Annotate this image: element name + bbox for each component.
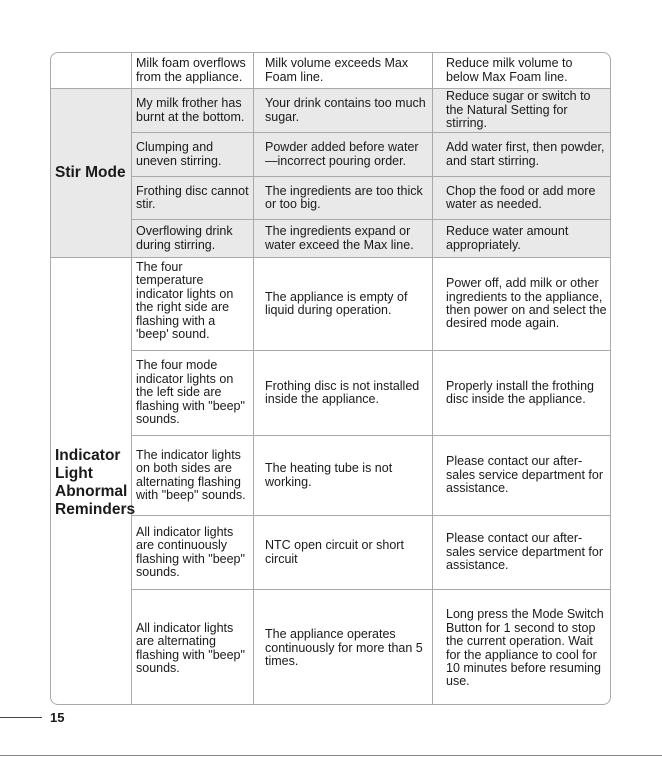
troubleshooting-table bbox=[50, 52, 611, 705]
bottom-divider bbox=[0, 755, 662, 756]
solution-cell: Add water first, then powder, and start stirring. bbox=[433, 133, 611, 177]
page-number: 15 bbox=[50, 710, 65, 725]
cause-cell: The heating tube is not working. bbox=[254, 436, 433, 516]
symptom-cell: Overflowing drink during stirring. bbox=[132, 220, 254, 258]
category-stir-mode: Stir Mode bbox=[51, 89, 132, 258]
solution-cell: Reduce milk volume to below Max Foam line. bbox=[433, 53, 611, 89]
symptom-cell: Frothing disc cannot stir. bbox=[132, 177, 254, 220]
solution-cell: Chop the food or add more water as needed. bbox=[433, 177, 611, 220]
solution-cell: Reduce sugar or switch to the Natural Setting for stirring. bbox=[433, 89, 611, 133]
symptom-cell: Milk foam overflows from the appliance. bbox=[132, 53, 254, 89]
cause-cell: The ingredients expand or water exceed the Max line. bbox=[254, 220, 433, 258]
symptom-cell: Clumping and uneven stirring. bbox=[132, 133, 254, 177]
symptom-cell: The indicator lights on both sides are alternating flashing with "beep" sounds. bbox=[132, 436, 254, 516]
symptom-cell: The four mode indicator lights on the left side are flashing with "beep" sounds. bbox=[132, 351, 254, 436]
cause-cell: The appliance operates continuously for more than 5 times. bbox=[254, 590, 433, 705]
symptom-cell: All indicator lights are alternating flashing with "beep" sounds. bbox=[132, 590, 254, 705]
solution-cell: Long press the Mode Switch Button for 1 second to stop the current operation. Wait for the appliance to cool for 10 minutes before resuming use. bbox=[446, 607, 604, 689]
cause-cell: Powder added before water—incorrect pouring order. bbox=[254, 133, 433, 177]
cause-cell: The appliance is empty of liquid during operation. bbox=[254, 258, 433, 351]
symptom-cell: All indicator lights are continuously flashing with "beep" sounds. bbox=[132, 516, 254, 590]
cause-cell: Frothing disc is not installed inside the appliance. bbox=[254, 351, 433, 436]
cause-cell: Your drink contains too much sugar. bbox=[254, 89, 433, 133]
solution-cell: Reduce water amount appropriately. bbox=[433, 220, 611, 258]
solution-cell: Properly install the frothing disc inside the appliance. bbox=[433, 351, 611, 436]
page-number-rule bbox=[0, 717, 42, 718]
cause-cell: Milk volume exceeds Max Foam line. bbox=[254, 53, 433, 89]
solution-cell: Please contact our after-sales service department for assistance. bbox=[433, 436, 611, 516]
solution-cell: Please contact our after-sales service department for assistance. bbox=[433, 516, 611, 590]
category-cell-empty bbox=[51, 53, 132, 89]
category-indicator-light: Indicator Light Abnormal Reminders bbox=[51, 258, 132, 705]
cause-cell: The ingredients are too thick or too big. bbox=[254, 177, 433, 220]
symptom-cell: The four temperature indicator lights on the right side are flashing with a 'beep' sound. bbox=[132, 258, 254, 351]
cause-cell: NTC open circuit or short circuit bbox=[254, 516, 433, 590]
solution-cell: Power off, add milk or other ingredients to the appliance, then power on and select the desired mode again. bbox=[433, 258, 611, 351]
symptom-cell: My milk frother has burnt at the bottom. bbox=[132, 89, 254, 133]
